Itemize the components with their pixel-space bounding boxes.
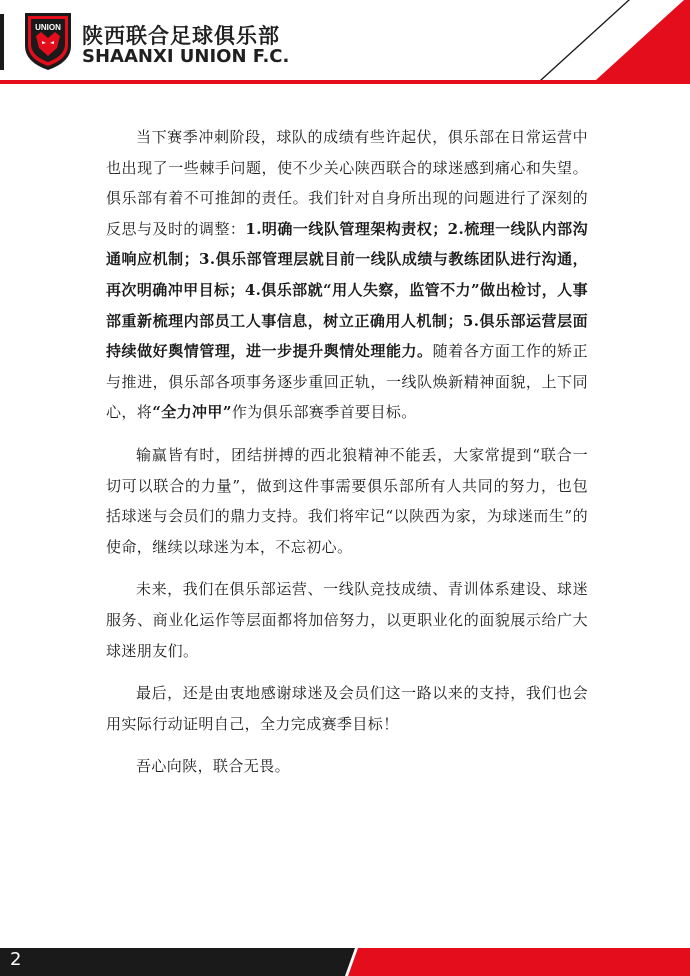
p1-text-2: 随着各方面工作的矫正与推进，俱乐部各项事务逐步重回正轨，一线队焕新精神面貌，上下同心，将 (106, 342, 588, 422)
header-left-bar (0, 14, 4, 70)
page-footer (0, 948, 690, 976)
header-decoration (520, 0, 690, 80)
club-name-cn: 陕西联合足球俱乐部 (82, 24, 280, 48)
paragraph-3: 未来，我们在俱乐部运营、一线队竞技成绩、青训体系建设、球迷服务、商业化运作等层面都将加倍努力，以更职业化的面貌展示给广大球迷朋友们。 (106, 580, 588, 660)
logo-text: UNION (35, 23, 61, 32)
club-name-en: SHAANXI UNION F.C. (82, 46, 290, 67)
paragraph-4: 最后，还是由衷地感谢球迷及会员们这一路以来的支持，我们也会用实际行动证明自己，全力完成赛季目标！ (106, 684, 588, 733)
p1-bold-measures: 1.明确一线队管理架构责权；2.梳理一线队内部沟通响应机制；3.俱乐部管理层就目前一线队成绩与教练团队进行沟通，再次明确冲甲目标；4.俱乐部就“用人失察，监管不力”做出检讨，人事部重新梳理内部员工人事信息，树立正确用人机制；5.俱乐部运营层面持续做好舆情管理，进一步提升舆情处理能力。 (106, 219, 588, 361)
page-number: 2 (10, 949, 22, 970)
footer-bar (0, 948, 690, 976)
paragraph-5: 吾心向陕，联合无畏。 (136, 757, 291, 776)
paragraph-1 (106, 122, 588, 428)
paragraph-2: 输赢皆有时，团结拼搏的西北狼精神不能丢，大家常提到“联合一切可以联合的力量”，做到这件事需要俱乐部所有人共同的努力，也包括球迷与会员们的鼎力支持。我们将牢记“以陕西为家，为球迷而生”的使命，继续以球迷为本，不忘初心。 (106, 445, 588, 556)
p1-text-1: 当下赛季冲刺阶段，球队的成绩有些许起伏，俱乐部在日常运营中也出现了一些棘手问题，使不少关心陕西联合的球迷感到痛心和失望。俱乐部有着不可推卸的责任。我们针对自身所出现的问题进行了深刻的反思与及时的调整： (106, 128, 588, 238)
wolf-shield-icon (22, 10, 74, 72)
p1-bold-goal: “全力冲甲” (152, 403, 232, 422)
page-header (0, 0, 690, 86)
letter-body (106, 122, 588, 794)
p1-text-3: 作为俱乐部赛季首要目标。 (231, 403, 417, 422)
header-red-line (0, 80, 690, 84)
